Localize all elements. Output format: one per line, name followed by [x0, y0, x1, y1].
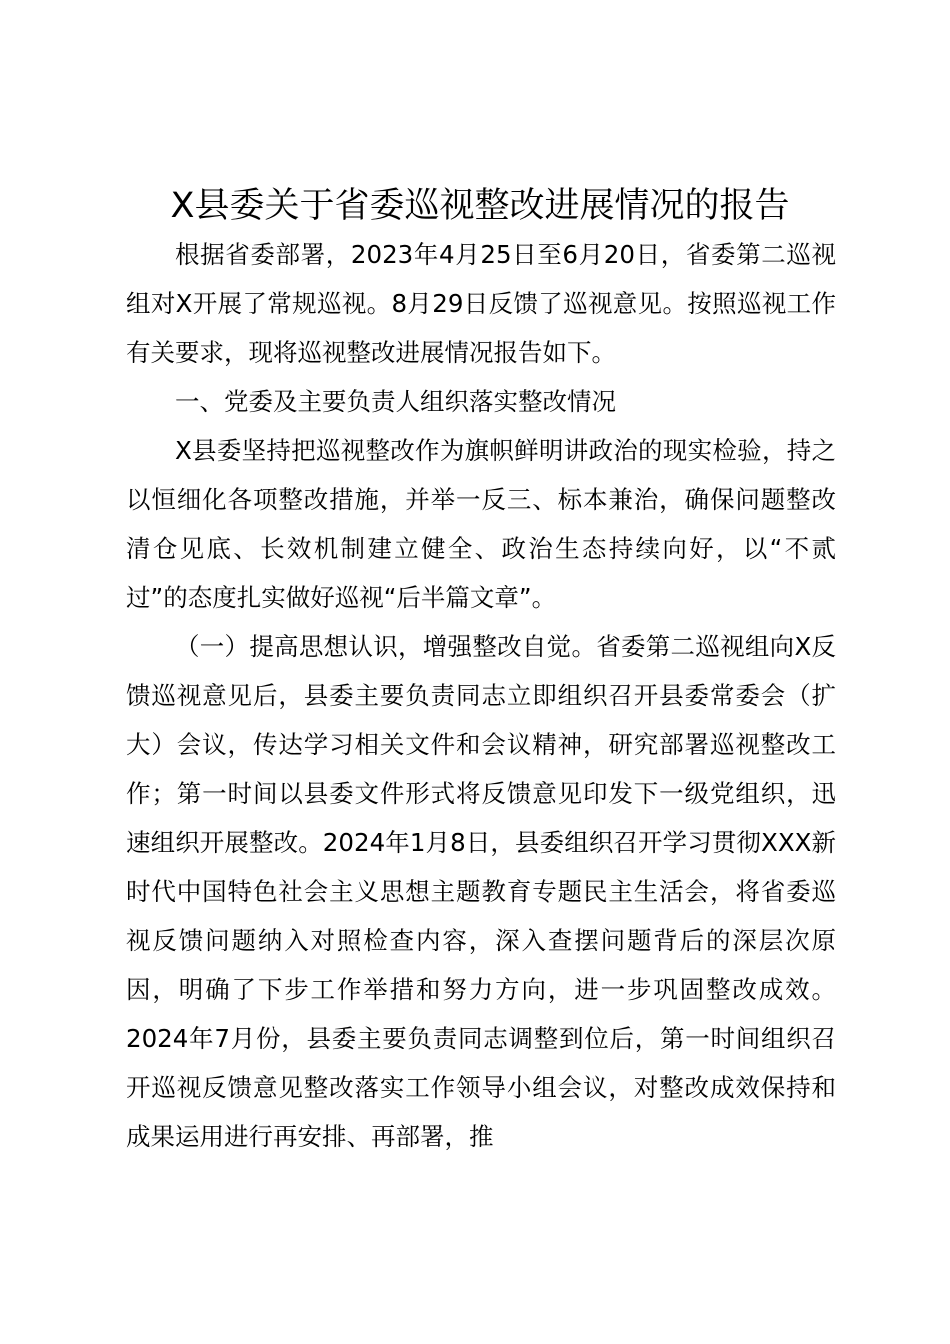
document-body	[126, 230, 836, 1161]
paragraph-intro: 根据省委部署，2023年4月25日至6月20日，省委第二巡视组对X开展了常规巡视。8月29日反馈了巡视意见。按照巡视工作有关要求，现将巡视整改进展情况报告如下。	[126, 240, 836, 367]
section-heading-1: 一、党委及主要负责人组织落实整改情况	[175, 387, 616, 416]
paragraph-overview: X县委坚持把巡视整改作为旗帜鲜明讲政治的现实检验，持之以恒细化各项整改措施，并举一反三、标本兼治，确保问题整改清仓见底、长效机制建立健全、政治生态持续向好，以“不贰过”的态度扎实做好巡视“后半篇文章”。	[126, 436, 836, 612]
document-title: X县委关于省委巡视整改进展情况的报告	[170, 186, 790, 226]
paragraph-subsection-1: （一）提高思想认识，增强整改自觉。省委第二巡视组向X反馈巡视意见后，县委主要负责同志立即组织召开县委常委会（扩大）会议，传达学习相关文件和会议精神，研究部署巡视整改工作；第一时间以县委文件形式将反馈意见印发下一级党组织，迅速组织开展整改。2024年1月8日，县委组织召开学习贯彻XXX新时代中国特色社会主义思想主题教育专题民主生活会，将省委巡视反馈问题纳入对照检查内容，深入查摆问题背后的深层次原因，明确了下步工作举措和努力方向，进一步巩固整改成效。2024年7月份，县委主要负责同志调整到位后，第一时间组织召开巡视反馈意见整改落实工作领导小组会议，对整改成效保持和成果运用进行再安排、再部署，推	[126, 632, 836, 1151]
